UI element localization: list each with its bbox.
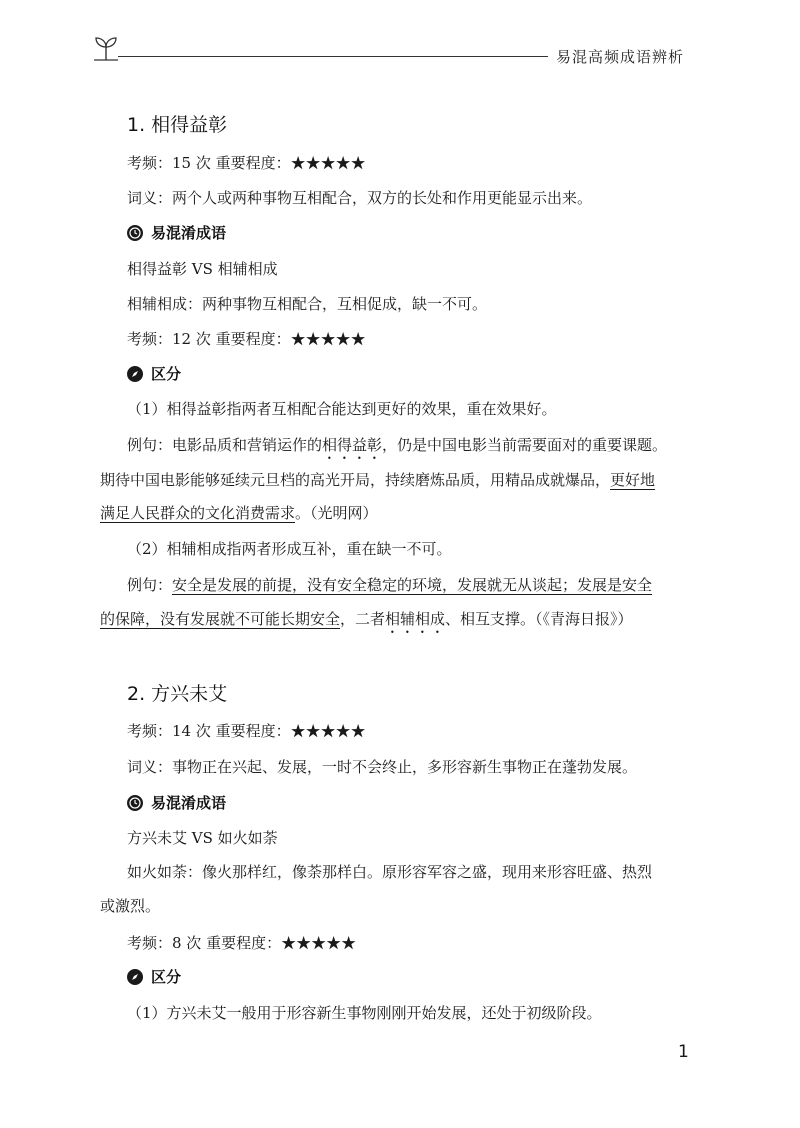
header-rule [118, 56, 548, 57]
confusable-heading [127, 222, 226, 243]
emphasized-idiom: 相辅相成 [385, 610, 446, 628]
clock-icon [127, 225, 143, 241]
confusable-heading-label: 易混淆成语 [151, 794, 227, 812]
other-frequency-line: 考频：8 次 重要程度：★★★★★ [127, 934, 357, 952]
compass-icon [127, 969, 143, 985]
difference-point-1: （1）相得益彰指两者互相配合能达到更好的效果，重在效果好。 [127, 400, 557, 418]
meaning-line: 词义：事物正在兴起、发展，一时不会终止，多形容新生事物正在蓬勃发展。 [127, 758, 638, 776]
confusable-heading [127, 792, 226, 813]
other-meaning-line: 相辅相成：两种事物互相配合，互相促成，缺一不可。 [127, 295, 488, 313]
difference-point-2: （2）相辅相成指两者形成互补，重在缺一不可。 [127, 540, 452, 558]
example-sentence-2-line2: 的保障，没有发展就不可能长期安全，二者相辅相成、相互支撑。（《青海日报》） [100, 610, 633, 628]
example-sentence-2: 例句：安全是发展的前提，没有安全稳定的环境，发展就无从谈起；发展是安全 [127, 576, 653, 594]
frequency-line: 考频：15 次 重要程度：★★★★★ [127, 154, 366, 172]
confusable-heading-label: 易混淆成语 [151, 224, 227, 242]
section-title: 2. 方兴未艾 [127, 683, 228, 705]
page-header [0, 0, 800, 80]
compass-icon [127, 366, 143, 382]
other-meaning-line: 如火如荼：像火那样红，像荼那样白。原形容军容之盛，现用来形容旺盛、热烈 [127, 863, 653, 881]
difference-heading-label: 区分 [151, 968, 182, 986]
compare-line: 相得益彰 VS 相辅相成 [127, 260, 278, 278]
header-title: 易混高频成语辨析 [556, 48, 685, 66]
section-title: 1. 相得益彰 [127, 114, 228, 136]
compare-line: 方兴未艾 VS 如火如荼 [127, 829, 278, 847]
page-number: 1 [678, 1042, 689, 1062]
example-sentence-1-line3: 满足人民群众的文化消费需求。（光明网） [100, 504, 378, 522]
difference-heading [127, 363, 181, 384]
frequency-line: 考频：14 次 重要程度：★★★★★ [127, 722, 366, 740]
other-frequency-line: 考频：12 次 重要程度：★★★★★ [127, 330, 366, 348]
sprout-icon [92, 32, 120, 62]
example-sentence-1-line2: 期待中国电影能够延续元旦档的高光开局，持续磨炼品质，用精品成就爆品，更好地 [100, 471, 656, 489]
difference-heading-label: 区分 [151, 365, 182, 383]
meaning-line: 词义：两个人或两种事物互相配合，双方的长处和作用更能显示出来。 [127, 189, 593, 207]
example-sentence-1: 例句：电影品质和营销运作的相得益彰，仍是中国电影当前需要面对的重要课题。 [127, 436, 668, 454]
other-meaning-line2: 或激烈。 [100, 897, 161, 915]
difference-heading [127, 966, 181, 987]
emphasized-idiom: 相得益彰 [322, 436, 383, 454]
clock-icon [127, 795, 143, 811]
difference-point-1: （1）方兴未艾一般用于形容新生事物刚刚开始发展，还处于初级阶段。 [127, 1004, 602, 1022]
